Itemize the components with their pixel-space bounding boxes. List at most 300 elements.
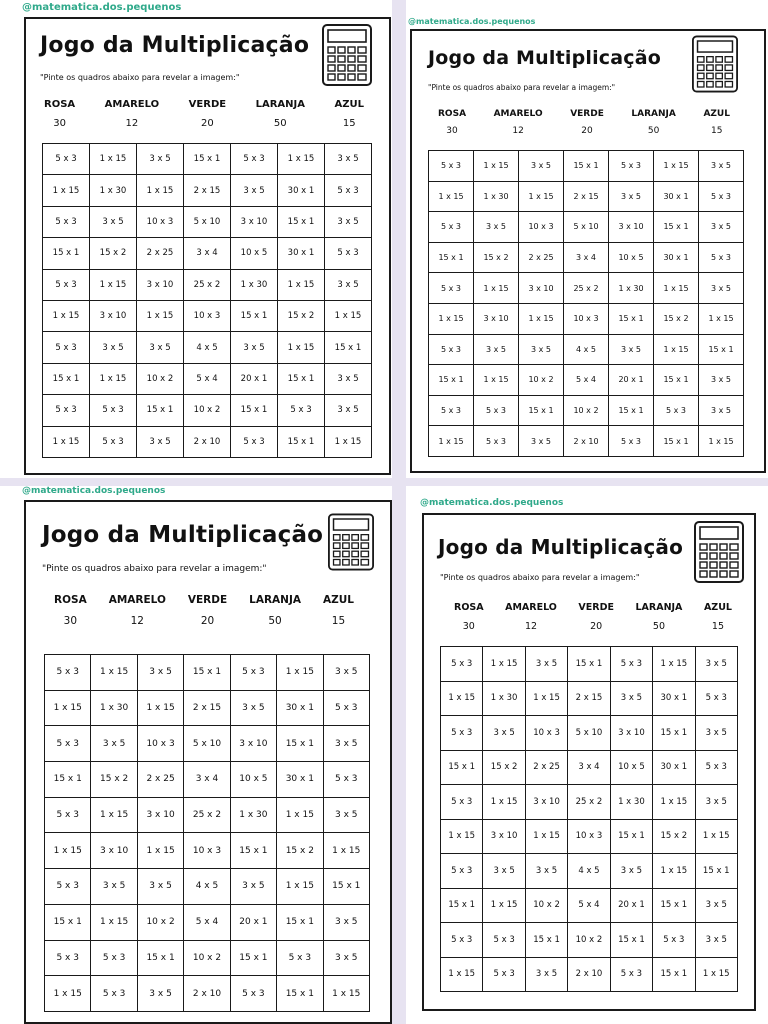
legend-name: AZUL (334, 99, 364, 110)
worksheet-page (24, 17, 391, 475)
grid-row (45, 655, 370, 691)
grid-cell: 5 x 3 (474, 395, 519, 426)
grid-cell: 5 x 3 (45, 726, 91, 762)
legend-value: 12 (125, 118, 139, 129)
grid-cell: 5 x 3 (231, 144, 278, 175)
grid-cell: 15 x 1 (654, 426, 699, 457)
grid-row (45, 869, 370, 905)
grid-cell: 5 x 3 (90, 395, 137, 426)
grid-cell: 1 x 15 (277, 655, 323, 691)
grid-cell: 15 x 1 (45, 762, 91, 798)
grid-cell: 15 x 1 (137, 395, 184, 426)
legend-name: AMARELO (505, 602, 557, 613)
grid-cell: 5 x 3 (609, 151, 654, 182)
calculator-icon (328, 506, 374, 578)
grid-cell: 30 x 1 (654, 242, 699, 273)
grid-cell: 10 x 2 (564, 395, 609, 426)
grid-cell: 3 x 5 (325, 395, 372, 426)
grid-cell: 3 x 5 (137, 869, 183, 905)
grid-cell: 5 x 10 (184, 726, 230, 762)
grid-cell: 1 x 15 (43, 426, 90, 457)
grid-cell: 1 x 15 (325, 300, 372, 331)
legend-item-azul (703, 109, 730, 136)
grid-cell: 1 x 15 (525, 819, 567, 854)
social-handle: @matematica.dos.pequenos (22, 2, 182, 13)
grid-cell: 3 x 5 (474, 334, 519, 365)
grid-cell: 20 x 1 (609, 365, 654, 396)
legend-item-amarelo (505, 602, 557, 632)
legend-value: 15 (342, 118, 356, 129)
legend-name: AZUL (322, 594, 354, 606)
grid-cell: 1 x 15 (429, 426, 474, 457)
grid-cell: 30 x 1 (277, 762, 323, 798)
grid-cell: 5 x 4 (184, 363, 231, 394)
grid-row (43, 144, 372, 175)
grid-cell: 10 x 2 (525, 888, 567, 923)
grid-row (441, 681, 738, 716)
grid-cell: 15 x 1 (695, 854, 737, 889)
grid-cell: 20 x 1 (610, 888, 652, 923)
worksheet-page (422, 513, 756, 1011)
grid-cell: 1 x 15 (90, 144, 137, 175)
legend-item-rosa (44, 99, 75, 129)
calculator-icon (692, 35, 738, 93)
grid-cell: 1 x 30 (483, 681, 525, 716)
grid-cell: 5 x 3 (90, 426, 137, 457)
legend-name: LARANJA (255, 99, 305, 110)
grid-cell: 5 x 3 (441, 716, 483, 751)
grid-cell: 15 x 1 (610, 923, 652, 958)
grid-cell: 15 x 1 (654, 365, 699, 396)
grid-cell: 3 x 5 (695, 923, 737, 958)
grid-cell: 1 x 15 (519, 303, 564, 334)
grid-cell: 5 x 3 (429, 151, 474, 182)
grid-cell: 3 x 10 (610, 716, 652, 751)
grid-cell: 3 x 5 (325, 206, 372, 237)
calculator-icon (694, 519, 744, 585)
legend-name: ROSA (44, 99, 76, 110)
grid-row (429, 303, 744, 334)
grid-cell: 3 x 4 (568, 750, 610, 785)
legend-value: 12 (130, 615, 144, 627)
legend-name: VERDE (570, 109, 604, 119)
grid-cell: 3 x 5 (323, 655, 369, 691)
grid-row (43, 175, 372, 206)
grid-cell: 2 x 10 (184, 426, 231, 457)
grid-row (45, 940, 370, 976)
grid-cell: 3 x 5 (699, 395, 744, 426)
grid-cell: 3 x 5 (137, 976, 183, 1012)
grid-row (441, 888, 738, 923)
grid-cell: 3 x 5 (323, 940, 369, 976)
grid-cell: 15 x 1 (325, 332, 372, 363)
legend-value: 50 (652, 621, 665, 632)
grid-cell: 1 x 30 (90, 175, 137, 206)
grid-row (45, 797, 370, 833)
legend-item-rosa (438, 109, 466, 136)
grid-cell: 5 x 3 (45, 797, 91, 833)
legend-value: 30 (446, 126, 458, 136)
grid-cell: 1 x 15 (43, 300, 90, 331)
grid-cell: 15 x 2 (654, 303, 699, 334)
grid-cell: 10 x 5 (609, 242, 654, 273)
grid-cell: 2 x 25 (137, 762, 183, 798)
grid-cell: 1 x 15 (277, 869, 323, 905)
grid-cell: 5 x 3 (699, 242, 744, 273)
legend-item-laranja (631, 109, 675, 136)
grid-cell: 1 x 15 (90, 363, 137, 394)
grid-cell: 3 x 10 (483, 819, 525, 854)
grid-cell: 1 x 15 (441, 957, 483, 992)
grid-cell: 3 x 5 (695, 785, 737, 820)
grid-cell: 3 x 5 (609, 181, 654, 212)
grid-cell: 15 x 1 (277, 904, 323, 940)
grid-cell: 3 x 10 (231, 206, 278, 237)
grid-cell: 3 x 5 (695, 716, 737, 751)
grid-cell: 4 x 5 (568, 854, 610, 889)
grid-cell: 1 x 15 (653, 785, 695, 820)
grid-cell: 1 x 15 (45, 976, 91, 1012)
grid-cell: 3 x 5 (699, 273, 744, 304)
grid-cell: 1 x 15 (429, 303, 474, 334)
grid-cell: 5 x 3 (695, 681, 737, 716)
legend-item-azul (323, 594, 354, 627)
color-legend (438, 109, 730, 136)
grid-cell: 1 x 15 (441, 819, 483, 854)
grid-cell: 15 x 1 (609, 303, 654, 334)
grid-cell: 3 x 5 (323, 797, 369, 833)
worksheet-title: Jogo da Multiplicação (40, 33, 310, 58)
grid-cell: 3 x 5 (230, 690, 276, 726)
legend-name: VERDE (578, 602, 614, 613)
grid-cell: 1 x 15 (45, 690, 91, 726)
legend-value: 12 (512, 126, 524, 136)
grid-row (45, 976, 370, 1012)
legend-value: 50 (647, 126, 660, 136)
legend-value: 20 (581, 126, 593, 136)
grid-cell: 3 x 5 (474, 212, 519, 243)
grid-cell: 5 x 3 (230, 655, 276, 691)
grid-cell: 15 x 1 (525, 923, 567, 958)
grid-row (441, 923, 738, 958)
worksheet-copy-top-left (0, 0, 392, 478)
legend-item-amarelo (494, 109, 543, 136)
grid-cell: 15 x 1 (277, 976, 323, 1012)
grid-cell: 3 x 4 (564, 242, 609, 273)
grid-cell: 5 x 3 (45, 940, 91, 976)
grid-cell: 3 x 5 (325, 144, 372, 175)
grid-cell: 15 x 1 (277, 726, 323, 762)
grid-row (45, 833, 370, 869)
social-handle: @matematica.dos.pequenos (22, 486, 166, 496)
legend-value: 30 (53, 118, 66, 129)
grid-cell: 3 x 5 (90, 332, 137, 363)
social-handle: @matematica.dos.pequenos (420, 498, 564, 508)
grid-cell: 1 x 15 (483, 785, 525, 820)
grid-cell: 15 x 1 (564, 151, 609, 182)
grid-row (441, 854, 738, 889)
grid-cell: 3 x 10 (519, 273, 564, 304)
grid-row (429, 151, 744, 182)
grid-row (45, 726, 370, 762)
grid-row (43, 269, 372, 300)
legend-value: 20 (590, 621, 603, 632)
grid-cell: 10 x 3 (564, 303, 609, 334)
legend-name: ROSA (438, 109, 467, 119)
grid-cell: 15 x 1 (278, 426, 325, 457)
grid-cell: 15 x 1 (184, 144, 231, 175)
grid-cell: 15 x 1 (429, 242, 474, 273)
legend-item-laranja (249, 594, 301, 627)
grid-cell: 20 x 1 (231, 363, 278, 394)
legend-value: 50 (268, 615, 282, 627)
grid-cell: 1 x 15 (654, 273, 699, 304)
grid-cell: 1 x 15 (43, 175, 90, 206)
grid-cell: 15 x 1 (653, 957, 695, 992)
grid-cell: 1 x 15 (137, 175, 184, 206)
grid-cell: 3 x 5 (91, 726, 137, 762)
grid-cell: 15 x 2 (278, 300, 325, 331)
grid-cell: 1 x 15 (325, 426, 372, 457)
grid-cell: 30 x 1 (653, 750, 695, 785)
grid-cell: 1 x 15 (483, 647, 525, 682)
grid-row (429, 365, 744, 396)
grid-row (43, 395, 372, 426)
legend-value: 20 (200, 615, 215, 627)
grid-cell: 10 x 5 (230, 762, 276, 798)
grid-cell: 3 x 5 (519, 151, 564, 182)
grid-cell: 1 x 15 (699, 303, 744, 334)
grid-cell: 5 x 4 (184, 904, 230, 940)
grid-cell: 15 x 2 (90, 238, 137, 269)
grid-cell: 5 x 3 (441, 647, 483, 682)
grid-row (43, 332, 372, 363)
grid-cell: 15 x 1 (654, 212, 699, 243)
grid-cell: 25 x 2 (184, 797, 230, 833)
grid-cell: 15 x 1 (230, 940, 276, 976)
grid-row (441, 647, 738, 682)
grid-cell: 5 x 3 (323, 690, 369, 726)
legend-name: AMARELO (108, 594, 166, 606)
grid-cell: 1 x 15 (654, 334, 699, 365)
grid-cell: 10 x 2 (137, 904, 183, 940)
worksheet-copy-bottom-left (0, 486, 392, 1024)
grid-cell: 5 x 3 (609, 426, 654, 457)
grid-cell: 3 x 5 (610, 681, 652, 716)
grid-row (43, 363, 372, 394)
legend-item-rosa (54, 594, 87, 627)
grid-row (43, 426, 372, 457)
grid-cell: 1 x 15 (653, 647, 695, 682)
grid-cell: 5 x 3 (43, 269, 90, 300)
grid-cell: 10 x 3 (525, 716, 567, 751)
grid-cell: 2 x 25 (525, 750, 567, 785)
color-legend (454, 602, 732, 632)
grid-cell: 5 x 3 (654, 395, 699, 426)
worksheet-page (410, 29, 766, 473)
grid-cell: 3 x 10 (90, 300, 137, 331)
grid-cell: 3 x 5 (699, 365, 744, 396)
legend-value: 15 (710, 126, 723, 136)
grid-cell: 2 x 15 (184, 690, 230, 726)
grid-cell: 1 x 15 (278, 269, 325, 300)
grid-cell: 10 x 5 (610, 750, 652, 785)
multiplication-grid (428, 150, 744, 457)
grid-cell: 2 x 15 (184, 175, 231, 206)
grid-cell: 5 x 10 (564, 212, 609, 243)
grid-cell: 5 x 3 (695, 750, 737, 785)
legend-name: AZUL (703, 109, 730, 119)
grid-cell: 1 x 30 (230, 797, 276, 833)
grid-row (429, 334, 744, 365)
grid-cell: 4 x 5 (564, 334, 609, 365)
legend-name: AMARELO (493, 109, 543, 119)
grid-cell: 3 x 5 (137, 144, 184, 175)
grid-row (429, 212, 744, 243)
grid-cell: 1 x 15 (695, 957, 737, 992)
grid-cell: 30 x 1 (653, 681, 695, 716)
grid-cell: 5 x 3 (429, 334, 474, 365)
grid-cell: 1 x 15 (474, 151, 519, 182)
grid-cell: 15 x 1 (278, 363, 325, 394)
grid-cell: 1 x 15 (525, 681, 567, 716)
grid-cell: 1 x 15 (653, 854, 695, 889)
grid-cell: 5 x 3 (43, 395, 90, 426)
grid-cell: 5 x 3 (278, 395, 325, 426)
grid-cell: 1 x 15 (519, 181, 564, 212)
legend-value: 30 (462, 621, 475, 632)
worksheet-title: Jogo da Multiplicação (438, 535, 684, 559)
grid-row (441, 750, 738, 785)
grid-cell: 3 x 5 (137, 426, 184, 457)
legend-value: 30 (63, 615, 78, 627)
legend-item-amarelo (109, 594, 166, 627)
grid-cell: 15 x 1 (429, 365, 474, 396)
grid-cell: 2 x 25 (137, 238, 184, 269)
legend-name: VERDE (188, 99, 227, 110)
legend-value: 20 (201, 118, 214, 129)
grid-cell: 15 x 2 (653, 819, 695, 854)
grid-cell: 10 x 2 (519, 365, 564, 396)
grid-cell: 1 x 15 (429, 181, 474, 212)
grid-cell: 15 x 1 (231, 395, 278, 426)
grid-cell: 10 x 3 (568, 819, 610, 854)
grid-cell: 5 x 3 (699, 181, 744, 212)
grid-row (45, 690, 370, 726)
grid-row (429, 273, 744, 304)
grid-cell: 15 x 1 (609, 395, 654, 426)
grid-cell: 10 x 3 (184, 833, 230, 869)
worksheet-subtitle: "Pinte os quadros abaixo para revelar a imagem:" (440, 573, 640, 582)
grid-cell: 15 x 1 (43, 238, 90, 269)
legend-name: AZUL (703, 602, 732, 613)
grid-cell: 1 x 15 (137, 690, 183, 726)
grid-cell: 5 x 3 (441, 785, 483, 820)
grid-cell: 5 x 3 (483, 923, 525, 958)
grid-cell: 3 x 5 (610, 854, 652, 889)
vertical-divider (392, 0, 406, 1024)
grid-cell: 2 x 10 (568, 957, 610, 992)
legend-value: 15 (331, 615, 346, 627)
grid-cell: 3 x 10 (91, 833, 137, 869)
grid-cell: 10 x 2 (184, 395, 231, 426)
grid-cell: 4 x 5 (184, 332, 231, 363)
grid-row (43, 238, 372, 269)
grid-row (429, 242, 744, 273)
grid-cell: 5 x 3 (45, 869, 91, 905)
grid-cell: 3 x 5 (699, 212, 744, 243)
grid-cell: 30 x 1 (277, 690, 323, 726)
grid-cell: 1 x 15 (45, 833, 91, 869)
grid-row (429, 426, 744, 457)
grid-cell: 3 x 4 (184, 762, 230, 798)
grid-cell: 1 x 30 (231, 269, 278, 300)
grid-cell: 15 x 1 (568, 647, 610, 682)
grid-row (441, 819, 738, 854)
grid-cell: 30 x 1 (654, 181, 699, 212)
legend-item-verde (188, 594, 227, 627)
grid-cell: 15 x 2 (91, 762, 137, 798)
grid-cell: 3 x 4 (184, 238, 231, 269)
grid-cell: 25 x 2 (184, 269, 231, 300)
legend-item-verde (570, 109, 604, 136)
multiplication-grid (44, 654, 370, 1012)
grid-cell: 3 x 10 (474, 303, 519, 334)
legend-item-verde (578, 602, 614, 632)
grid-cell: 3 x 5 (695, 888, 737, 923)
grid-cell: 3 x 5 (231, 175, 278, 206)
grid-cell: 10 x 5 (231, 238, 278, 269)
grid-cell: 1 x 15 (441, 681, 483, 716)
grid-cell: 5 x 3 (43, 332, 90, 363)
grid-cell: 3 x 5 (525, 854, 567, 889)
grid-cell: 3 x 5 (230, 869, 276, 905)
grid-cell: 3 x 5 (483, 854, 525, 889)
grid-cell: 3 x 5 (519, 426, 564, 457)
grid-cell: 5 x 3 (474, 426, 519, 457)
worksheet-title: Jogo da Multiplicação (42, 522, 324, 548)
grid-cell: 1 x 15 (91, 655, 137, 691)
grid-cell: 1 x 30 (474, 181, 519, 212)
grid-cell: 15 x 1 (441, 888, 483, 923)
grid-cell: 1 x 15 (277, 797, 323, 833)
grid-cell: 15 x 1 (43, 363, 90, 394)
grid-cell: 3 x 5 (525, 957, 567, 992)
grid-cell: 2 x 15 (564, 181, 609, 212)
multiplication-grid (42, 143, 372, 458)
grid-cell: 1 x 15 (137, 833, 183, 869)
grid-cell: 15 x 1 (278, 206, 325, 237)
legend-name: LARANJA (249, 594, 301, 606)
grid-cell: 1 x 15 (91, 797, 137, 833)
grid-cell: 5 x 3 (43, 206, 90, 237)
grid-cell: 1 x 15 (137, 300, 184, 331)
grid-cell: 5 x 3 (429, 395, 474, 426)
grid-row (441, 716, 738, 751)
grid-cell: 15 x 2 (474, 242, 519, 273)
grid-cell: 4 x 5 (184, 869, 230, 905)
worksheet-copy-bottom-right (406, 486, 768, 1024)
grid-cell: 1 x 30 (610, 785, 652, 820)
grid-cell: 1 x 15 (91, 904, 137, 940)
grid-cell: 3 x 5 (519, 334, 564, 365)
grid-cell: 1 x 15 (323, 976, 369, 1012)
grid-cell: 5 x 3 (429, 212, 474, 243)
grid-cell: 5 x 3 (325, 238, 372, 269)
grid-cell: 15 x 1 (137, 940, 183, 976)
grid-cell: 3 x 10 (230, 726, 276, 762)
grid-cell: 3 x 10 (525, 785, 567, 820)
